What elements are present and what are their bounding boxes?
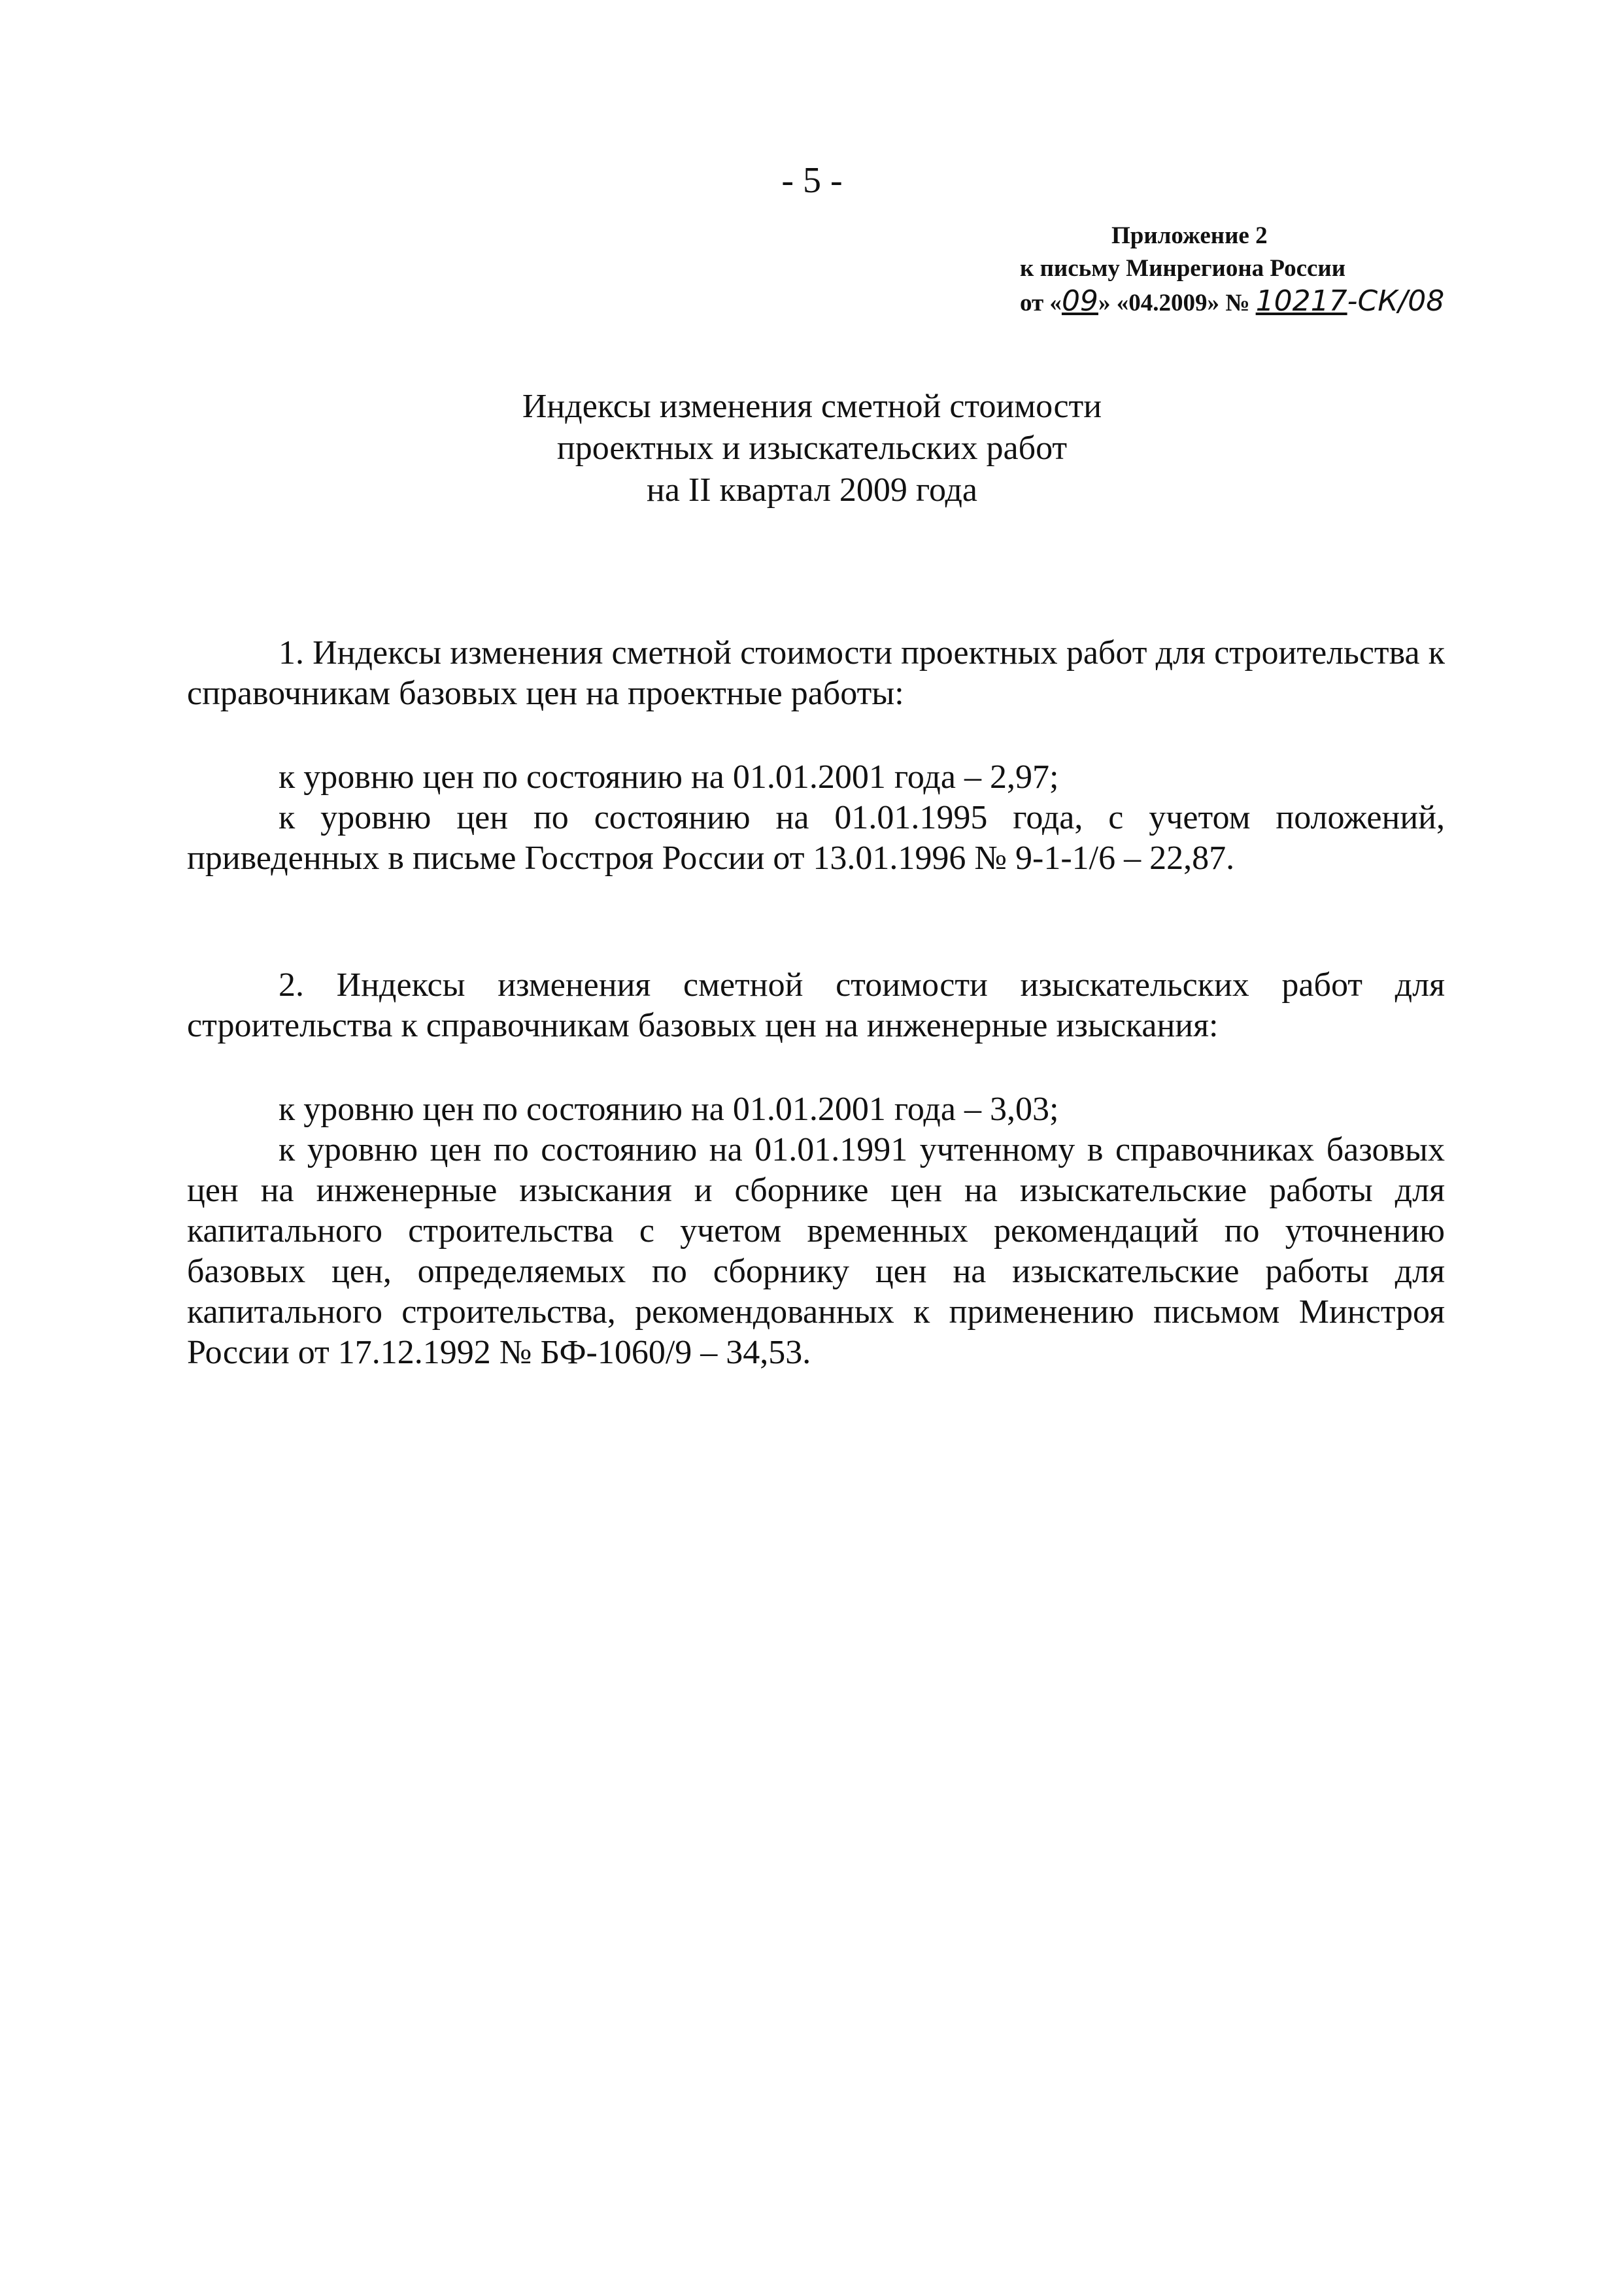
title-line-1: Индексы изменения сметной стоимости [522,388,1102,425]
section-2-item-2: к уровню цен по состоянию на 01.01.1991 учтенному в справочниках базовых цен на инженерные изыскания и сборнике цен на изыскательские работы для капитального строительства с учетом временных рекомендаций по уточнению базовых цен, определяемых по сборнику цен на изыскательские работы для капитального строительства, рекомендованных к применению письмом Минстроя России от 17.12.1992 № БФ-1060/9 – 34,53. [187,1131,1445,1371]
handwritten-suffix: -СК/08 [1347,284,1445,318]
section-1-item-2: к уровню цен по состоянию на 01.01.1995 года, с учетом положений, приведенных в письме Госстроя России от 13.01.1996 № 9-1-1/6 – 22,87. [187,799,1445,877]
section-2-items [187,1089,1445,1373]
appendix-date-number [1020,285,1478,320]
section-1 [187,633,1445,714]
section-1-item-1: к уровню цен по состоянию на 01.01.2001 года – 2,97; [279,758,1059,796]
appendix-header [1020,220,1478,320]
appendix-date-middle: » «04.2009» № [1098,290,1250,316]
appendix-date-prefix: от « [1020,290,1062,316]
title-line-2: проектных и изыскательских работ [556,430,1068,467]
handwritten-day: 09 [1061,284,1098,318]
appendix-title: Приложение 2 [1111,222,1268,249]
title-line-3: на II квартал 2009 года [647,471,977,509]
appendix-reference: к письму Минрегиона России [1020,255,1346,282]
section-2-heading: 2. Индексы изменения сметной стоимости изыскательских работ для строительства к справочникам базовых цен на инженерные изыскания: [187,966,1445,1044]
document-title [0,386,1624,511]
section-1-items [187,757,1445,879]
handwritten-number: 10217 [1255,284,1347,318]
page-number: - 5 - [781,160,843,201]
section-2-item-1: к уровню цен по состоянию на 01.01.2001 года – 3,03; [279,1091,1059,1128]
section-2 [187,965,1445,1046]
section-1-heading: 1. Индексы изменения сметной стоимости проектных работ для строительства к справочникам базовых цен на проектные работы: [187,634,1445,712]
